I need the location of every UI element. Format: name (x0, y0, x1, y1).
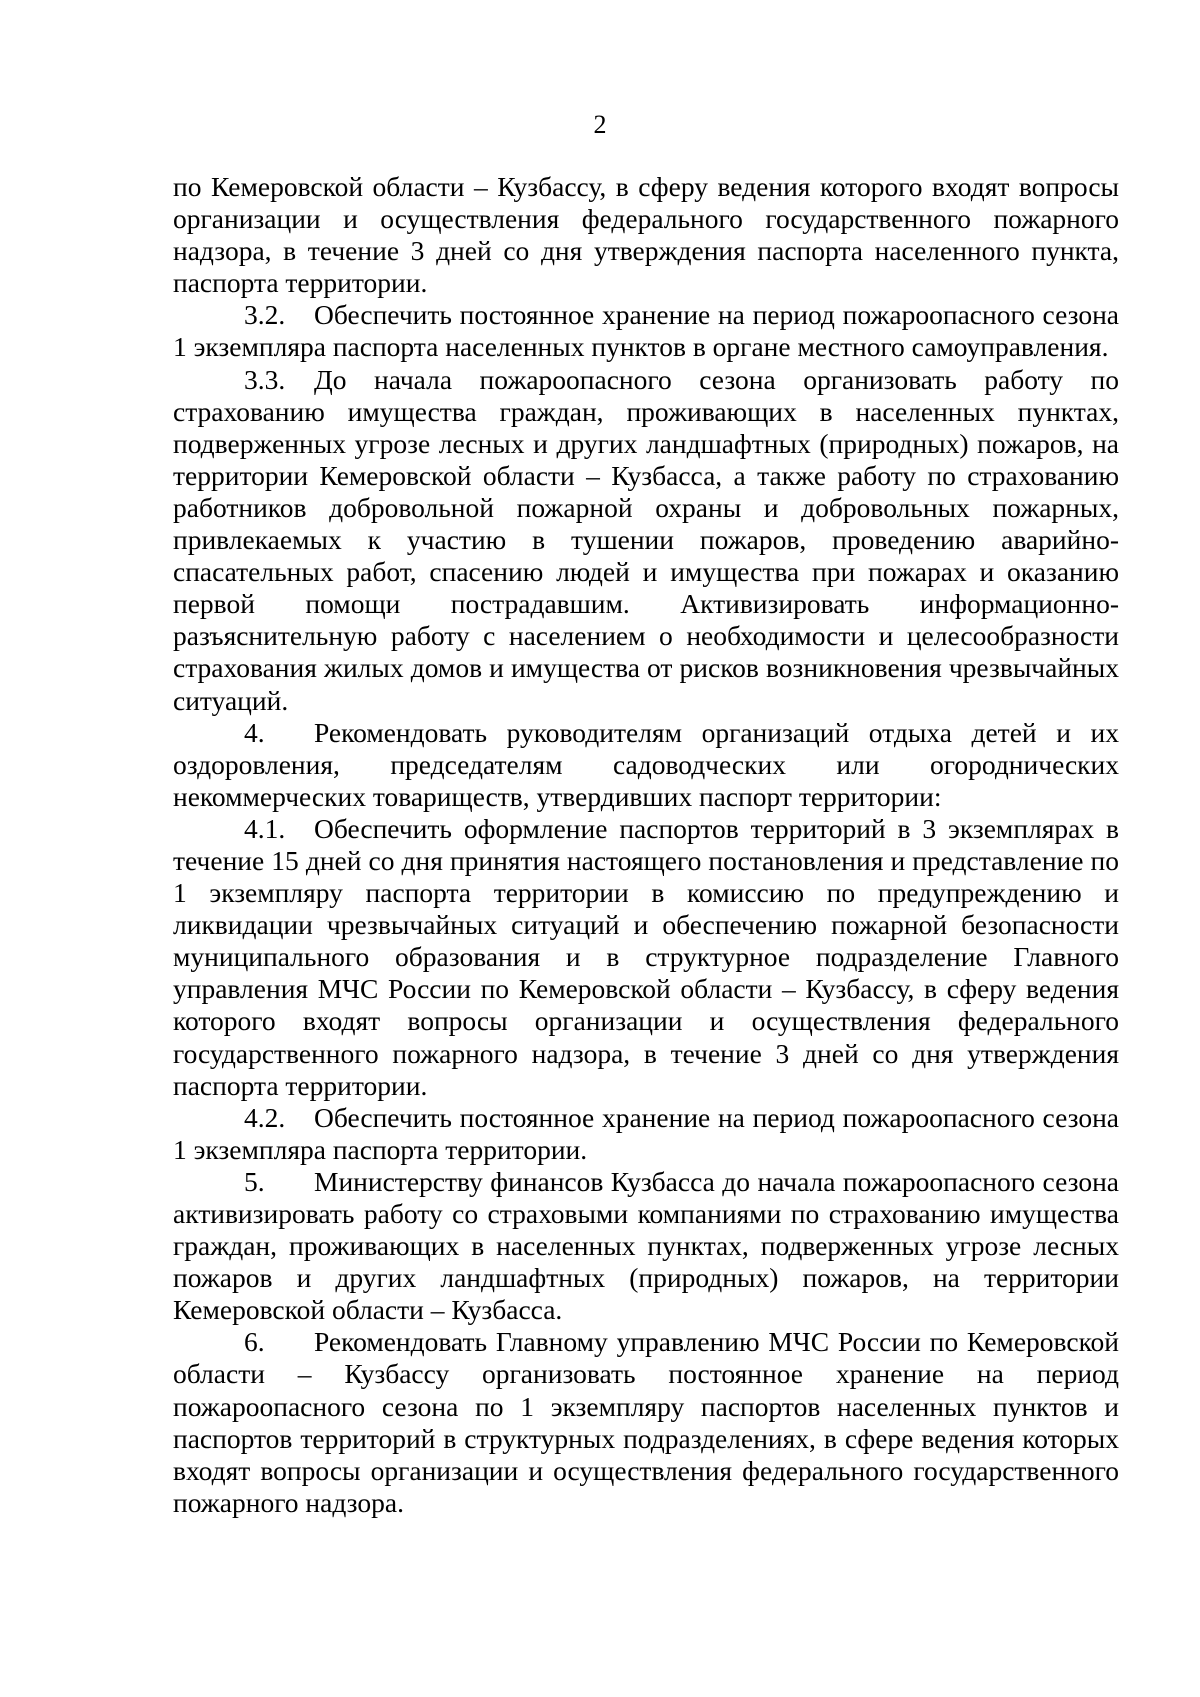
paragraph-4 (173, 717, 1119, 813)
paragraph-text: по Кемеровской области – Кузбассу, в сферу ведения которого входят вопросы организации и осуществления федерального государственного пожарного надзора, в течение 3 дней со дня утверждения паспорта населенного пункта, паспорта территории. (173, 171, 1119, 299)
paragraph-text: Обеспечить оформление паспортов территорий в 3 экземплярах в течение 15 дней со дня принятия настоящего постановления и представление по 1 экземпляру паспорта территории в комиссию по предупреждению и ликвидации чрезвычайных ситуаций и обеспечению пожарной безопасности муниципального образования и в структурное подразделение Главного управления МЧС России по Кемеровской области – Кузбассу, в сферу ведения которого входят вопросы организации и осуществления федерального государственного пожарного надзора, в течение 3 дней со дня утверждения паспорта территории. (173, 812, 1119, 1101)
paragraph-number: 4.1. (244, 812, 286, 844)
paragraph-text: Рекомендовать Главному управлению МЧС России по Кемеровской области – Кузбассу организовать постоянное хранение на период пожароопасного сезона по 1 экземпляру паспортов населенных пунктов и паспортов территорий в структурных подразделениях, в сфере ведения которых входят вопросы организации и осуществления федерального государственного пожарного надзора. (173, 1326, 1119, 1518)
paragraph-5 (173, 1166, 1119, 1326)
paragraph-number: 3.3. (244, 363, 286, 395)
paragraph-number: 5. (244, 1165, 265, 1197)
paragraph-text: Рекомендовать руководителям организаций отдыха детей и их оздоровления, председателям садоводческих или огороднических некоммерческих товариществ, утвердивших паспорт территории: (173, 716, 1119, 812)
paragraph-number: 6. (244, 1326, 265, 1358)
paragraph-4-2 (173, 1102, 1119, 1166)
paragraph-4-1 (173, 813, 1119, 1102)
paragraph-number: 4.2. (244, 1101, 286, 1133)
page-number: 2 (593, 110, 607, 139)
paragraph-text: Обеспечить постоянное хранение на период пожароопасного сезона 1 экземпляра паспорта территории. (173, 1101, 1119, 1165)
paragraph-text: Обеспечить постоянное хранение на период пожароопасного сезона 1 экземпляра паспорта населенных пунктов в органе местного самоуправления. (173, 299, 1119, 363)
paragraph-3-3 (173, 364, 1119, 717)
paragraph-number: 4. (244, 716, 265, 748)
paragraph-number: 3.2. (244, 299, 286, 331)
paragraph-continuation (173, 171, 1119, 299)
paragraph-3-2 (173, 299, 1119, 363)
paragraph-text: Министерству финансов Кузбасса до начала пожароопасного сезона активизировать работу со страховыми компаниями по страхованию имущества граждан, проживающих в населенных пунктах, подверженных угрозе лесных пожаров и других ландшафтных (природных) пожаров, на территории Кемеровской области – Кузбасса. (173, 1165, 1119, 1326)
paragraph-text: До начала пожароопасного сезона организовать работу по страхованию имущества граждан, проживающих в населенных пунктах, подверженных угрозе лесных и других ландшафтных (природных) пожаров, на территории Кемеровской области – Кузбасса, а также работу по страхованию работников добровольной пожарной охраны и добровольных пожарных, привлекаемых к участию в тушении пожаров, проведению аварийно-спасательных работ, спасению людей и имущества при пожарах и оказанию первой помощи пострадавшим. Активизировать информационно-разъяснительную работу с населением о необходимости и целесообразности страхования жилых домов и имущества от рисков возникновения чрезвычайных ситуаций. (173, 363, 1119, 716)
document-body (173, 171, 1119, 1519)
paragraph-6 (173, 1326, 1119, 1519)
